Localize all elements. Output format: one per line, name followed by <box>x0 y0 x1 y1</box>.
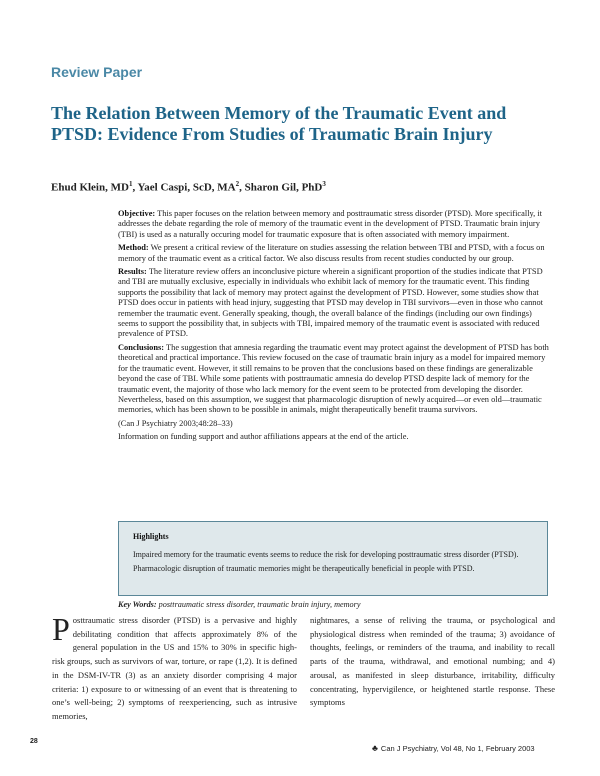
highlights-title: Highlights <box>133 532 169 541</box>
highlight-item: Impaired memory for the traumatic events seems to reduce the risk for developing posttraumatic stress disorder (PTSD). <box>133 550 519 559</box>
results-text: The literature review offers an inconclusive picture wherein a significant proportion of the studies indicate that PTSD and TBI are mutually exclusive, especially in individuals who exhibit lack of memory for the traumatic event. This finding supports the possibility that lack of memory may protect against the development of PTSD. However, some studies show that PTSD does occur in patients with head injury, suggesting that PTSD may develop in TBI survivors—even in those who cannot remember the traumatic event. Generally speaking, though, the overall balance of the findings (including our own findings) seems to support the possibility that, in subjects with TBI, impaired memory of the traumatic event is associated with reduced prevalence of PTSD. <box>118 267 543 339</box>
maple-leaf-icon: ♣ <box>372 743 378 753</box>
key-words-label: Key Words: <box>118 600 157 609</box>
journal-citation: Can J Psychiatry, Vol 48, No 1, February 2003 <box>380 744 535 753</box>
method-text: We present a critical review of the literature on studies assessing the relation between TBI and PTSD, with a focus on memory of the traumatic event as a critical factor. We also discuss results from recent studies conducted by our group. <box>118 243 545 263</box>
citation: (Can J Psychiatry 2003;48:28–33) <box>118 418 233 428</box>
article-title: The Relation Between Memory of the Traumatic Event and PTSD: Evidence From Studies of Traumatic Brain Injury <box>51 103 507 144</box>
body-column-left <box>52 611 297 724</box>
body-text-right: nightmares, a sense of reliving the trauma, or psychological and physiological distress when reminded of the trauma; 3) avoidance of thoughts, feelings, or reminders of the trauma, and inability to recall parts of the trauma, withdrawal, and emotional numbing; and 4) arousal, as manifested in sleep disturbance, irritability, difficulty concentrating, hypervigilence, or heightened startle response. These symptoms <box>310 615 555 708</box>
abstract-objective <box>118 209 549 240</box>
abstract <box>118 209 549 446</box>
drop-cap: P <box>52 611 70 647</box>
objective-text: This paper focuses on the relation between memory and posttraumatic stress disorder (PTSD). More specifically, it addresses the debate regarding the role of memory of the traumatic event in the development of PTSD. Traumatic brain injury (TBI) is used as a naturally occuring model for traumatic exposure that is often associated with memory impairment. <box>118 209 543 239</box>
abstract-results <box>118 267 549 340</box>
conclusions-text: The suggestion that amnesia regarding the traumatic event may protect against the development of PTSD has both theoretical and practical importance. This review focused on the case of traumatic brain injury as a model for impaired memory for the traumatic event. However, it still remains to be proven that the conclusions based on these findings are generalizable beyond the case of TBI. While some patients with posttraumatic amnesia do develop PTSD despite lack of memory for the traumatic event, the majority of those who lack memory for the event seem to be protected from developing the disorder. Nevertheless, based on this assumption, we suggest that pharmacologic disruption of newly acquired—or even old—traumatic memories, which has been shown to be possible in animals, might therapeutically benefit trauma survivors. <box>118 342 549 415</box>
results-label: Results: <box>118 267 147 277</box>
highlights-box <box>118 521 548 596</box>
author-name: Sharon Gil, PhD <box>244 181 323 194</box>
body-column-right <box>310 614 555 710</box>
abstract-conclusions <box>118 343 549 416</box>
section-label: Review Paper <box>51 64 143 80</box>
author-separator: , <box>239 181 245 194</box>
funding-note: Information on funding support and author affiliations appears at the end of the article. <box>118 432 409 442</box>
author-affiliation: 1 <box>128 180 133 188</box>
author-affiliation: 2 <box>235 180 240 188</box>
key-words-value: posttraumatic stress disorder, traumatic brain injury, memory <box>158 600 361 609</box>
author-name: Yael Caspi, ScD, MA <box>137 181 236 194</box>
objective-label: Objective: <box>118 209 156 218</box>
conclusions-label: Conclusions: <box>118 342 165 352</box>
body-text-left: osttraumatic stress disorder (PTSD) is a pervasive and highly debilitating condition that affects approximately 8% of the general population in the US and 15% to 30% in specific high-risk groups, such as survivors of war, torture, or rape (1,2). It is defined in the DSM-IV-TR (3) as an anxiety disorder comprising 4 major criteria: 1) exposure to or witnessing of an event that is threatening to one’s well-being; 2) symptoms of reexperiencing, such as intrusive memories, <box>52 615 297 721</box>
method-label: Method: <box>118 243 149 253</box>
author-name: Ehud Klein, MD <box>51 181 129 194</box>
page-number: 28 <box>30 738 38 745</box>
author-list <box>51 180 326 194</box>
author-affiliation: 3 <box>322 180 326 188</box>
key-words <box>118 600 360 609</box>
journal-footer <box>372 743 535 753</box>
highlight-item: Pharmacologic disruption of traumatic memories might be therapeutically beneficial in people with PTSD. <box>133 564 475 573</box>
abstract-method <box>118 243 549 264</box>
author-separator: , <box>132 181 138 194</box>
